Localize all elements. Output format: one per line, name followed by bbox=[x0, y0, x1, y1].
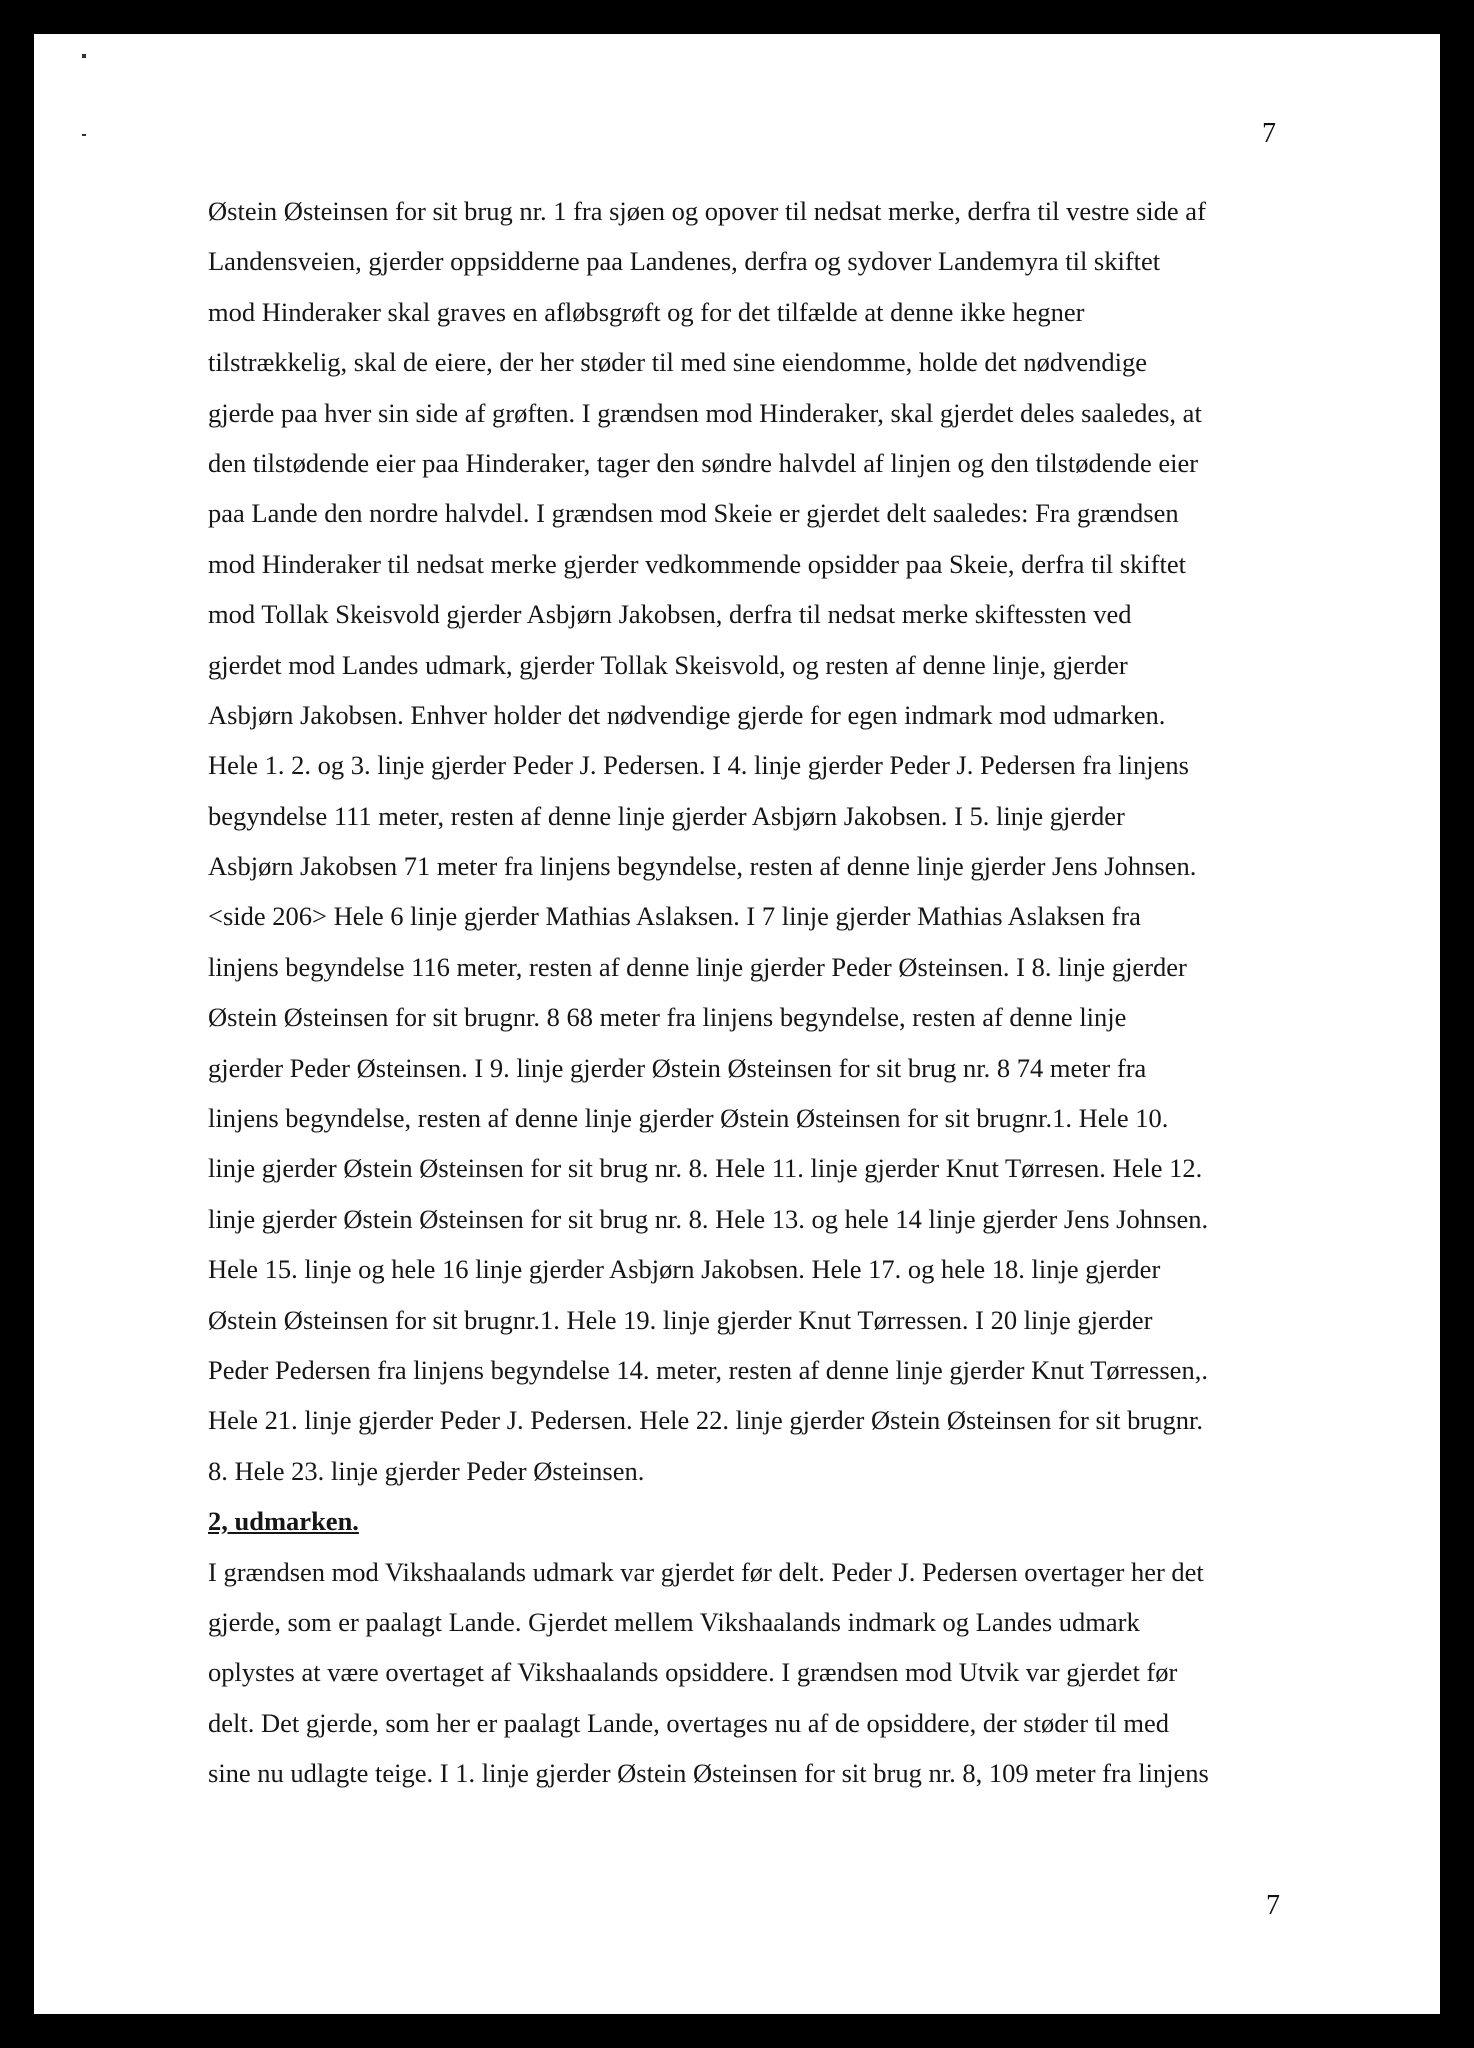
document-body bbox=[208, 186, 1288, 1799]
text-line: gjerdet mod Landes udmark, gjerder Tollak Skeisvold, og resten af denne linje, gjerder bbox=[208, 649, 1128, 680]
text-line: Østein Østeinsen for sit brugnr. 8 68 meter fra linjens begyndelse, resten af denne linje bbox=[208, 1002, 1127, 1033]
section-heading: 2, udmarken. bbox=[208, 1506, 359, 1537]
text-line: linjens begyndelse 116 meter, resten af denne linje gjerder Peder Østeinsen. I 8. linje gjerder bbox=[208, 951, 1187, 982]
text-line: Asbjørn Jakobsen. Enhver holder det nødvendige gjerde for egen indmark mod udmarken. bbox=[208, 699, 1166, 730]
text-line: paa Lande den nordre halvdel. I grændsen mod Skeie er gjerdet delt saaledes: Fra grændsen bbox=[208, 498, 1179, 529]
text-line: oplystes at være overtaget af Vikshaalands opsiddere. I grændsen mod Utvik var gjerdet før bbox=[208, 1657, 1178, 1688]
text-line: Hele 21. linje gjerder Peder J. Pedersen. Hele 22. linje gjerder Østein Østeinsen for sit brugnr. bbox=[208, 1405, 1203, 1436]
text-line: tilstrækkelig, skal de eiere, der her støder til med sine eiendomme, holde det nødvendige bbox=[208, 347, 1148, 378]
text-line: I grændsen mod Vikshaalands udmark var gjerdet før delt. Peder J. Pedersen overtager her det bbox=[208, 1556, 1204, 1587]
text-line: Landensveien, gjerder oppsidderne paa Landenes, derfra og sydover Landemyra til skiftet bbox=[208, 246, 1161, 277]
margin-mark bbox=[82, 54, 86, 58]
text-line: begyndelse 111 meter, resten af denne linje gjerder Asbjørn Jakobsen. I 5. linje gjerder bbox=[208, 800, 1125, 831]
text-line: <side 206> Hele 6 linje gjerder Mathias Aslaksen. I 7 linje gjerder Mathias Aslaksen fra bbox=[208, 901, 1141, 932]
text-line: linjens begyndelse, resten af denne linje gjerder Østein Østeinsen for sit brugnr.1. Hele 10. bbox=[208, 1103, 1169, 1134]
text-line: Peder Pedersen fra linjens begyndelse 14. meter, resten af denne linje gjerder Knut Tørressen,. bbox=[208, 1354, 1208, 1385]
text-line: gjerder Peder Østeinsen. I 9. linje gjerder Østein Østeinsen for sit brug nr. 8 74 meter fra bbox=[208, 1052, 1147, 1083]
text-line: Hele 15. linje og hele 16 linje gjerder Asbjørn Jakobsen. Hele 17. og hele 18. linje gjerder bbox=[208, 1254, 1161, 1285]
text-line: Østein Østeinsen for sit brug nr. 1 fra sjøen og opover til nedsat merke, derfra til vestre side af bbox=[208, 196, 1206, 226]
text-line: mod Hinderaker til nedsat merke gjerder vedkommende opsidder paa Skeie, derfra til skiftet bbox=[208, 548, 1186, 579]
text-line: mod Hinderaker skal graves en afløbsgrøft og for det tilfælde at denne ikke hegner bbox=[208, 296, 1085, 327]
page-number-top: 7 bbox=[1262, 118, 1276, 149]
text-line: gjerde paa hver sin side af grøften. I grændsen mod Hinderaker, skal gjerdet deles saaledes, at bbox=[208, 397, 1202, 428]
text-line: Asbjørn Jakobsen 71 meter fra linjens begyndelse, resten af denne linje gjerder Jens Johnsen. bbox=[208, 851, 1197, 882]
text-line: den tilstødende eier paa Hinderaker, tager den søndre halvdel af linjen og den tilstødende eier bbox=[208, 447, 1199, 478]
text-line: delt. Det gjerde, som her er paalagt Lande, overtages nu af de opsiddere, der støder til med bbox=[208, 1707, 1170, 1738]
text-line: linje gjerder Østein Østeinsen for sit brug nr. 8. Hele 11. linje gjerder Knut Tørresen. Hele 12. bbox=[208, 1153, 1203, 1184]
text-line: sine nu udlagte teige. I 1. linje gjerder Østein Østeinsen for sit brug nr. 8, 109 meter fra linjens bbox=[208, 1758, 1209, 1789]
text-line: gjerde, som er paalagt Lande. Gjerdet mellem Vikshaalands indmark og Landes udmark bbox=[208, 1606, 1140, 1637]
text-line: mod Tollak Skeisvold gjerder Asbjørn Jakobsen, derfra til nedsat merke skiftessten ved bbox=[208, 599, 1132, 630]
text-line: Hele 1. 2. og 3. linje gjerder Peder J. Pedersen. I 4. linje gjerder Peder J. Pedersen fra linjens bbox=[208, 750, 1189, 781]
text-line: 8. Hele 23. linje gjerder Peder Østeinsen. bbox=[208, 1455, 645, 1486]
text-line: linje gjerder Østein Østeinsen for sit brug nr. 8. Hele 13. og hele 14 linje gjerder Jens Johnsen. bbox=[208, 1203, 1209, 1234]
page-number-bottom: 7 bbox=[1266, 1890, 1280, 1921]
margin-mark bbox=[82, 134, 86, 136]
text-line: Østein Østeinsen for sit brugnr.1. Hele 19. linje gjerder Knut Tørressen. I 20 linje gjerder bbox=[208, 1304, 1153, 1335]
